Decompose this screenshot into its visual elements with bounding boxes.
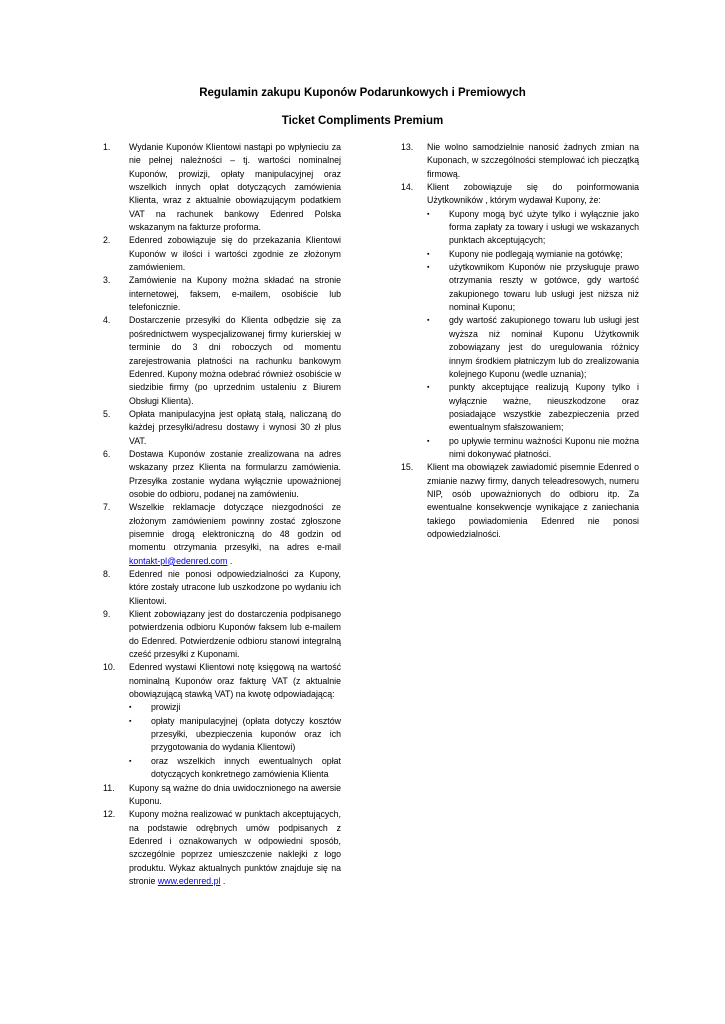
term-subitem bbox=[427, 261, 639, 314]
term-text: Klient zobowiązany jest do dostarczenia podpisanego potwierdzenia odbioru Kuponów faksem lub e-mailem do Edenred. Potwierdzenie odbioru stanowi integralną cześć przesyłki z Kuponami. bbox=[129, 609, 341, 660]
term-number: 6. bbox=[103, 448, 111, 459]
terms-list-right bbox=[401, 141, 639, 541]
term-text: Klient zobowiązuje się do poinformowania Użytkowników , którym wydawał Kupony, że: bbox=[427, 182, 639, 206]
term-subitem bbox=[427, 381, 639, 434]
term-text: Kupony są ważne do dnia uwidocznionego na awersie Kuponu. bbox=[129, 782, 341, 806]
term-item bbox=[401, 181, 639, 461]
term-item bbox=[103, 274, 341, 314]
term-text: Zamówienie na Kupony można składać na stronie internetowej, faksem, e-mailem, osobiście lub telefonicznie. bbox=[129, 275, 341, 313]
term-subitem-text: po upływie terminu ważności Kuponu nie można nimi dokonywać płatności. bbox=[449, 435, 639, 459]
term-subitem bbox=[129, 715, 341, 755]
term-number: 10. bbox=[103, 662, 116, 673]
terms-list-left bbox=[103, 141, 341, 888]
bullet-icon: ▪ bbox=[129, 757, 132, 765]
term-item bbox=[401, 461, 639, 541]
term-subitem-text: użytkownikom Kuponów nie przysługuje prawo otrzymania reszty w gotówce, gdy wartość zakupionego towaru lub usługi jest niższa niż nominał Kuponu; bbox=[449, 262, 639, 313]
term-number: 5. bbox=[103, 408, 111, 419]
bullet-icon: ▪ bbox=[427, 250, 430, 258]
term-number: 8. bbox=[103, 569, 111, 579]
bullet-icon: ▪ bbox=[129, 717, 132, 725]
term-subitem-text: Kupony nie podlegają wymianie na gotówkę; bbox=[449, 248, 623, 259]
term-text: Klient ma obowiązek zawiadomić pisemnie Edenred o zmianie nazwy firmy, danych teleadresowych, numeru NIP, osób upoważnionych do odbioru itp. Za ewentualne konsekwencje wynikające z zaniechania takiego powiadomienia Edenred nie ponosi odpowiedzialności. bbox=[427, 462, 639, 539]
term-text: Kupony można realizować w punktach akceptujących, na podstawie odrębnych umów podpisanych z Edenred i oznakowanych w odpowiedni sposób, szczególnie poprzez umieszczenie naklejki z logo produktu. Wykaz aktualnych punktów znajduje się na stronie bbox=[129, 809, 341, 886]
term-item bbox=[401, 141, 639, 181]
term-text: Wydanie Kuponów Klientowi nastąpi po wpłynieciu za nie pełnej należności – tj. wartości nominalnej Kuponów, prowizji, opłaty manipulacyjnej oraz wszelkich innych opłat dotyczących zamówienia Klienta, wraz z aktualnie obowiązującym podatkiem VAT na rachunek bankowy Edenred Polska wskazanym na fakturze proforma. bbox=[129, 142, 341, 233]
term-item bbox=[103, 408, 341, 448]
term-subitem bbox=[427, 248, 639, 261]
term-number: 12. bbox=[103, 809, 116, 820]
term-item bbox=[103, 448, 341, 501]
term-number: 4. bbox=[103, 315, 111, 326]
term-item bbox=[103, 141, 341, 234]
document-title: Regulamin zakupu Kuponów Podarunkowych i Premiowych bbox=[199, 87, 526, 99]
term-subitem-text: gdy wartość zakupionego towaru lub usługi jest wyższa niż nominał Kuponu Użytkownik zobowiązany jest do uregulowania różnicy innym środkiem płatniczym lub do zrealizowania kolejnego Kuponu (wedle uznania); bbox=[449, 315, 639, 379]
term-subitem bbox=[129, 755, 341, 782]
term-subitem bbox=[427, 208, 639, 248]
bullet-icon: ▪ bbox=[427, 317, 430, 325]
bullet-icon: ▪ bbox=[427, 384, 430, 392]
term-subitem-text: opłaty manipulacyjnej (opłata dotyczy kosztów przesyłki, ubezpieczenia kuponów oraz ich przygotowania do wydania Klientowi) bbox=[151, 715, 341, 753]
term-subitem-text: punkty akceptujące realizują Kupony tylko i wyłącznie ważne, nieuszkodzone oraz posiadające wszystkie zabezpieczenia przed ewentualnym sfałszowaniem; bbox=[449, 382, 639, 433]
term-number: 3. bbox=[103, 275, 111, 286]
term-text: Wszelkie reklamacje dotyczące niezgodności ze złożonym zamówieniem powinny zostać zgłoszone pisemnie drogą elektroniczną do 48 godzin od momentu otrzymania przesyłki, na adres e-mail bbox=[129, 502, 341, 553]
term-item bbox=[103, 608, 341, 661]
term-text: Dostawa Kuponów zostanie zrealizowana na adres wskazany przez Klienta na formularzu zamówienia. Przesyłka zostanie wydana wyłącznie upoważnionej osobie do odbioru, podanej na zamówieniu. bbox=[129, 448, 341, 499]
bullet-icon: ▪ bbox=[129, 704, 132, 712]
term-subitem-text: oraz wszelkich innych ewentualnych opłat dotyczących konkretnego zamówienia Klienta bbox=[151, 755, 341, 780]
term-item bbox=[103, 808, 341, 888]
term-subitem-text: Kupony mogą być użyte tylko i wyłącznie jako forma zapłaty za towary i usługi we wskazanych punktach akceptujących; bbox=[449, 208, 639, 246]
email-or-web-link[interactable]: kontakt-pl@edenred.com bbox=[129, 555, 228, 566]
term-number: 14. bbox=[401, 182, 414, 193]
term-subitem bbox=[129, 701, 341, 714]
email-or-web-link[interactable]: www.edenred.pl bbox=[157, 875, 221, 886]
term-text: Edenred wystawi Klientowi notę księgową na wartość nominalną Kuponów oraz fakturę VAT (z aktualnie obowiązującą stawką VAT) na kwotę odpowiadającą: bbox=[129, 662, 341, 700]
term-subitem bbox=[427, 435, 639, 462]
term-number: 11. bbox=[103, 782, 115, 793]
term-sublist bbox=[129, 701, 341, 781]
term-number: 1. bbox=[103, 142, 111, 152]
term-item bbox=[103, 661, 341, 781]
term-text-after: . bbox=[227, 555, 233, 566]
term-number: 9. bbox=[103, 609, 111, 620]
term-item bbox=[103, 782, 341, 809]
term-number: 7. bbox=[103, 502, 111, 513]
term-number: 15. bbox=[401, 462, 414, 473]
document-subtitle: Ticket Compliments Premium bbox=[281, 115, 444, 127]
term-number: 2. bbox=[103, 235, 111, 246]
term-item bbox=[103, 314, 341, 407]
term-number: 13. bbox=[401, 142, 414, 152]
term-text-after: . bbox=[220, 875, 226, 886]
term-text: Edenred nie ponosi odpowiedzialności za Kupony, które zostały utracone lub uszkodzone po wydaniu ich Klientowi. bbox=[129, 569, 341, 606]
term-item bbox=[103, 501, 341, 568]
term-text: Edenred zobowiązuje się do przekazania Klientowi Kuponów w ilości i wartości zgodnie ze złożonym zamówieniem. bbox=[129, 235, 341, 273]
term-item bbox=[103, 568, 341, 608]
term-text: Dostarczenie przesyłki do Klienta odbędzie się za pośrednictwem wyspecjalizowanej firmy kurierskiej w terminie do 3 dni roboczych od momentu zarejestrowania płatności na rachunku bankowym Edenred. Kupony można odebrać również osobiście w siedzibie firmy (po uprzednim ustaleniu z Biurem Obsługi Klienta). bbox=[129, 315, 341, 406]
bullet-icon: ▪ bbox=[427, 437, 430, 445]
right-column bbox=[401, 141, 639, 541]
term-sublist bbox=[427, 208, 639, 462]
term-subitem bbox=[427, 314, 639, 381]
term-text: Nie wolno samodzielnie nanosić żadnych zmian na Kuponach, w szczególności stemplować ich pieczątką firmową. bbox=[427, 142, 639, 179]
term-item bbox=[103, 234, 341, 274]
term-text: Opłata manipulacyjna jest opłatą stałą, naliczaną do każdej przesyłki/adresu dostawy i wynosi 30 zł plus VAT. bbox=[129, 408, 341, 446]
left-column bbox=[103, 141, 341, 888]
bullet-icon: ▪ bbox=[427, 210, 430, 218]
bullet-icon: ▪ bbox=[427, 264, 430, 272]
term-subitem-text: prowizji bbox=[151, 702, 181, 713]
